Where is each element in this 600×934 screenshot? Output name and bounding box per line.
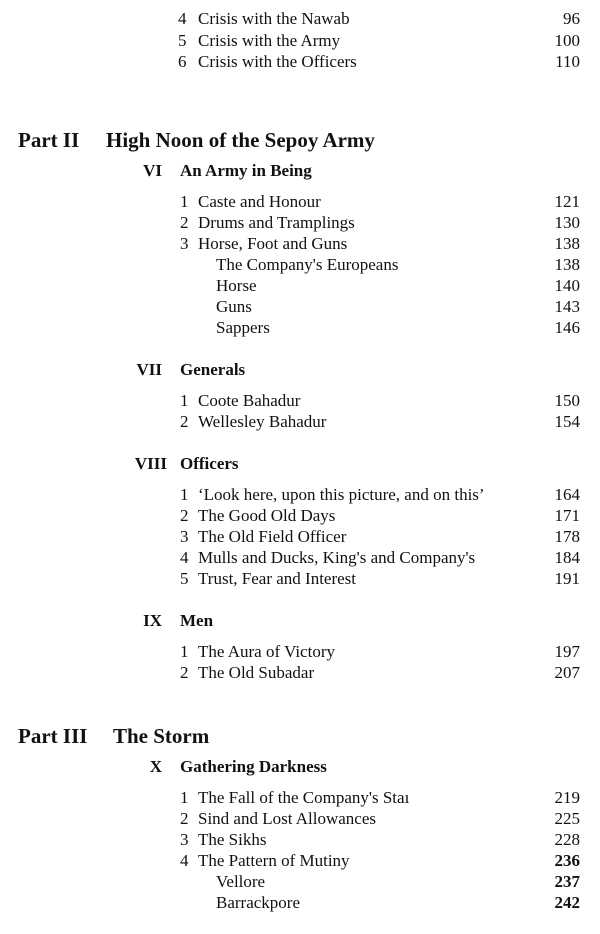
entry-title: Horse, Foot and Guns <box>198 234 348 253</box>
entry-title: Caste and Honour <box>198 192 321 211</box>
toc-subentry <box>0 892 600 916</box>
subentry-title: Horse <box>216 276 257 295</box>
entry-title: The Old Field Officer <box>198 527 347 546</box>
entry-title: The Old Subadar <box>198 663 315 682</box>
entry-number: 1 <box>180 788 189 807</box>
entry-number: 1 <box>180 192 189 211</box>
entry-number: 3 <box>180 830 189 849</box>
entry-number: 2 <box>180 213 189 232</box>
entry-number: 5 <box>178 31 187 50</box>
chapter-number: X <box>149 757 162 776</box>
entry-title: Wellesley Bahadur <box>198 412 327 431</box>
chapter-number: VII <box>136 360 162 379</box>
chapter-number: VIII <box>134 454 167 473</box>
toc-entry <box>0 662 600 686</box>
subentry-page: 237 <box>554 872 580 891</box>
entry-page: 184 <box>554 548 580 567</box>
entry-page: 154 <box>554 412 580 431</box>
entry-number: 6 <box>178 52 187 71</box>
entry-page: 100 <box>554 31 580 50</box>
entry-title: The Sikhs <box>198 830 267 849</box>
entry-page: 236 <box>554 851 580 870</box>
entry-title: Coote Bahadur <box>198 391 301 410</box>
entry-number: 2 <box>180 412 189 431</box>
entry-page: 164 <box>554 485 580 504</box>
subentry-title: Vellore <box>216 872 266 891</box>
subentry-title: The Company's Europeans <box>216 255 399 274</box>
subentry-page: 138 <box>554 255 580 274</box>
entry-title: The Pattern of Mutiny <box>198 851 350 870</box>
entry-title: Trust, Fear and Interest <box>198 569 357 588</box>
entry-number: 4 <box>180 548 189 567</box>
entry-page: 138 <box>554 234 580 253</box>
entry-title: Crisis with the Officers <box>198 52 357 71</box>
entry-page: 191 <box>554 569 580 588</box>
entry-number: 1 <box>180 391 189 410</box>
part-title: The Storm <box>113 724 210 748</box>
entry-title: Sind and Lost Allowances <box>198 809 377 828</box>
entry-title: Crisis with the Army <box>198 31 341 50</box>
subentry-page: 242 <box>554 893 580 912</box>
entry-page: 110 <box>555 52 580 71</box>
entry-number: 2 <box>180 506 189 525</box>
entry-page: 197 <box>554 642 580 661</box>
entry-page: 121 <box>554 192 580 211</box>
entry-title: The Good Old Days <box>198 506 336 525</box>
subentry-title: Barrackpore <box>216 893 301 912</box>
chapter-title: Generals <box>180 360 246 379</box>
toc-entry <box>0 51 600 75</box>
entry-page: 219 <box>554 788 580 807</box>
part-title: High Noon of the Sepoy Army <box>106 128 375 152</box>
chapter-number: VI <box>143 161 162 180</box>
entry-number: 5 <box>180 569 189 588</box>
entry-title: Crisis with the Nawab <box>198 9 350 28</box>
subentry-page: 146 <box>554 318 580 337</box>
entry-title: The Fall of the Company's Staı <box>198 788 410 807</box>
subentry-title: Sappers <box>216 318 270 337</box>
chapter-title: Gathering Darkness <box>180 757 327 776</box>
subentry-page: 143 <box>554 297 580 316</box>
entry-number: 3 <box>180 234 189 253</box>
entry-title: Drums and Tramplings <box>198 213 355 232</box>
entry-page: 178 <box>554 527 580 546</box>
entry-page: 96 <box>563 9 580 28</box>
entry-title: ‘Look here, upon this picture, and on this’ <box>198 485 485 504</box>
entry-page: 150 <box>554 391 580 410</box>
toc-entry <box>0 411 600 435</box>
toc-subentry <box>0 317 600 341</box>
entry-page: 207 <box>554 663 580 682</box>
subentry-page: 140 <box>554 276 580 295</box>
toc-entry <box>0 568 600 592</box>
entry-number: 2 <box>180 809 189 828</box>
entry-number: 4 <box>180 851 189 870</box>
entry-number: 1 <box>180 642 189 661</box>
entry-page: 130 <box>554 213 580 232</box>
part-label: Part III <box>18 724 88 748</box>
toc-entry <box>0 8 600 32</box>
entry-title: Mulls and Ducks, King's and Company's <box>198 548 476 567</box>
chapter-title: Men <box>180 611 214 630</box>
entry-number: 3 <box>180 527 189 546</box>
entry-page: 225 <box>554 809 580 828</box>
entry-title: The Aura of Victory <box>198 642 335 661</box>
chapter-number: IX <box>143 611 162 630</box>
entry-page: 228 <box>554 830 580 849</box>
part-label: Part II <box>18 128 80 152</box>
chapter-title: Officers <box>180 454 239 473</box>
entry-page: 171 <box>554 506 580 525</box>
entry-number: 2 <box>180 663 189 682</box>
entry-number: 4 <box>178 9 187 28</box>
chapter-title: An Army in Being <box>180 161 312 180</box>
entry-number: 1 <box>180 485 189 504</box>
subentry-title: Guns <box>216 297 252 316</box>
